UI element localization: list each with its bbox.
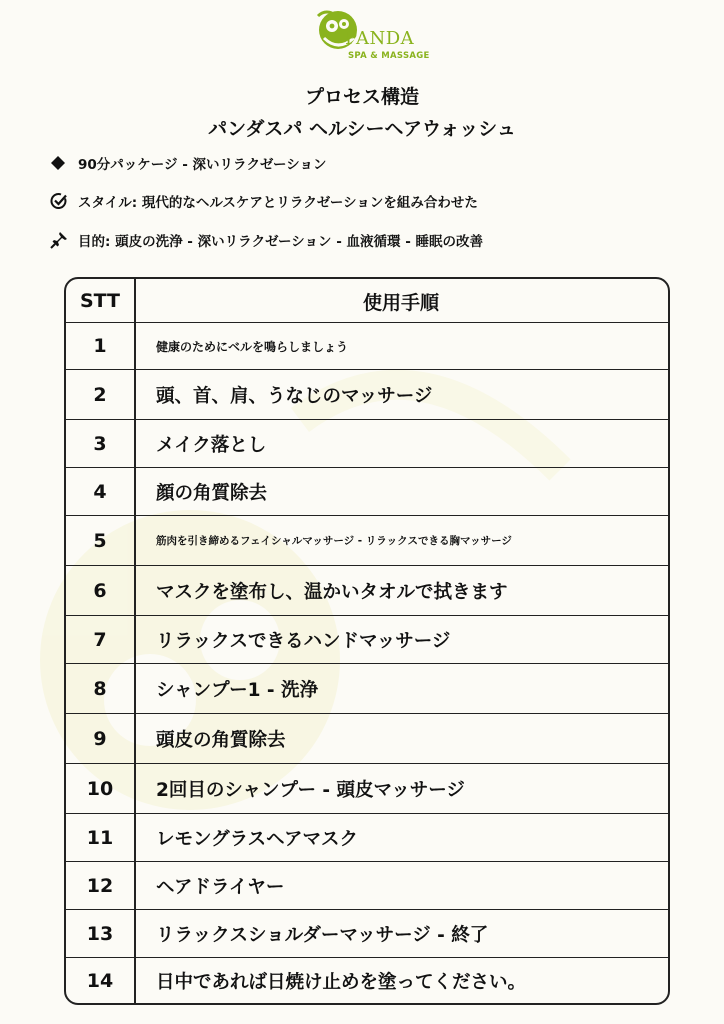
row-step: 顔の角質除去 [156,482,268,504]
table-row [66,958,668,1003]
table-row [66,664,668,714]
header-step: 使用手順 [362,291,439,314]
brand-tagline: SPA & MASSAGE [348,51,430,61]
row-step: 頭、首、肩、うなじのマッサージ [156,385,433,407]
table-row [66,616,668,664]
row-number: 13 [86,922,114,945]
row-step: ヘアドライヤー [156,876,285,898]
row-number: 2 [93,383,107,406]
row-number: 8 [93,677,107,700]
row-step: シャンプー1 - 洗浄 [156,679,319,701]
page-subtitle: パンダスパ ヘルシーヘアウォッシュ [208,118,516,140]
row-number: 7 [93,628,107,651]
row-number: 14 [86,969,114,992]
row-step: リラックスショルダーマッサージ - 終了 [156,924,489,946]
row-step: 日中であれば日焼け止めを塗ってください。 [156,971,527,993]
row-number: 9 [93,727,107,750]
header-stt: STT [79,290,121,312]
procedure-table [64,277,670,1005]
page-title: プロセス構造 [304,86,419,108]
row-number: 6 [93,579,107,602]
table-row [66,910,668,958]
row-step: レモングラスヘアマスク [156,828,359,850]
row-number: 12 [86,874,114,897]
info-purpose: 目的: 頭皮の洗浄 - 深いリラクゼーション - 血液循環 - 睡眠の改善 [50,230,483,250]
pushpin-icon [50,230,74,250]
table-header [66,279,668,323]
table-row [66,764,668,814]
table-row [66,862,668,910]
table-row [66,468,668,516]
table-row [66,370,668,420]
row-step: 健康のためにベルを鳴らしましょう [156,339,349,354]
table-row [66,420,668,468]
row-number: 10 [86,777,114,800]
check-circle-icon [50,191,74,211]
row-step: 筋肉を引き締めるフェイシャルマッサージ - リラックスできる胸マッサージ [156,535,512,547]
row-step: マスクを塗布し、温かいタオルで拭きます [156,581,508,603]
diamond-icon [50,153,74,173]
table-row [66,566,668,616]
row-step: メイク落とし [156,434,267,456]
table-row [66,714,668,764]
table-row [66,516,668,566]
info-style: スタイル: 現代的なヘルスケアとリラクゼーションを組み合わせた [50,191,478,211]
row-number: 11 [86,826,114,849]
row-number: 5 [93,529,107,552]
row-step: 頭皮の角質除去 [156,729,286,751]
row-number: 4 [93,480,107,503]
row-step: 2回目のシャンプー - 頭皮マッサージ [156,779,465,801]
table-row [66,323,668,370]
row-step: リラックスできるハンドマッサージ [156,630,451,652]
info-package: 90分パッケージ - 深いリラクゼーション [50,153,326,173]
table-row [66,814,668,862]
row-number: 1 [93,335,107,357]
row-number: 3 [93,432,107,455]
brand-name: PANDA [345,28,415,49]
